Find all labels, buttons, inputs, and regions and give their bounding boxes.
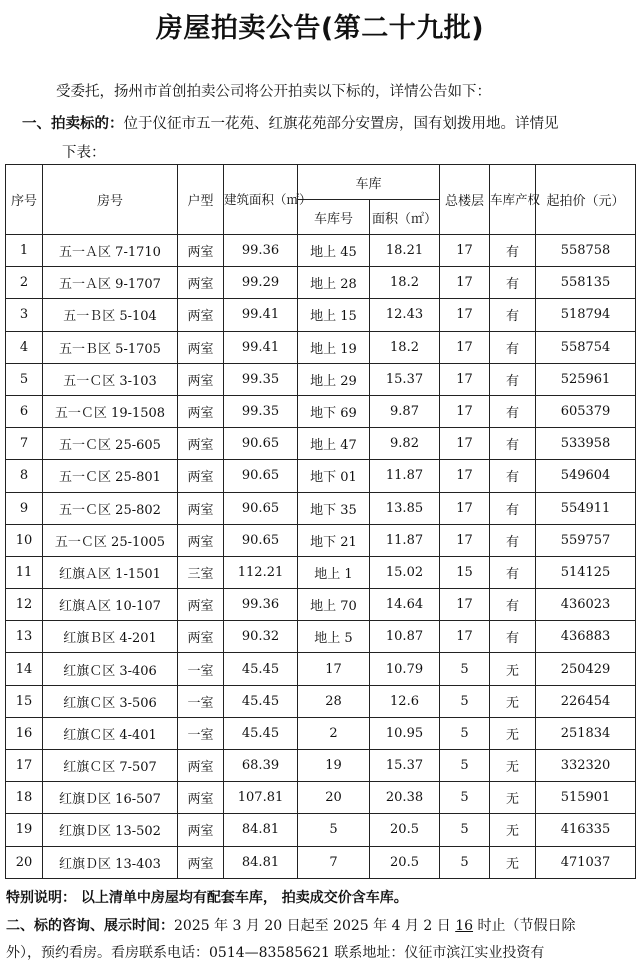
cell-house: 红旗Ｂ区 4-201 xyxy=(43,621,178,653)
cell-floors: 5 xyxy=(440,717,490,749)
cell-rights: 无 xyxy=(490,653,536,685)
table-row xyxy=(6,492,636,524)
cell-area: 90.65 xyxy=(224,524,298,556)
cell-garage-no: 地下 21 xyxy=(298,524,370,556)
section-consultation xyxy=(6,913,636,967)
cell-garage-no: 7 xyxy=(298,846,370,878)
table-row xyxy=(6,235,636,267)
section2-dates-end: 时止（节假日除 xyxy=(473,918,576,934)
cell-floors: 17 xyxy=(440,235,490,267)
cell-garage-area: 12.43 xyxy=(370,299,440,331)
table-row xyxy=(6,750,636,782)
table-row xyxy=(6,621,636,653)
cell-rights: 有 xyxy=(490,363,536,395)
cell-type: 两室 xyxy=(178,492,224,524)
cell-area: 90.65 xyxy=(224,492,298,524)
cell-price: 250429 xyxy=(536,653,636,685)
cell-seq: 8 xyxy=(6,460,43,492)
table-row xyxy=(6,395,636,427)
cell-garage-no: 28 xyxy=(298,685,370,717)
cell-area: 90.65 xyxy=(224,428,298,460)
cell-price: 605379 xyxy=(536,395,636,427)
cell-house: 红旗Ｃ区 4-401 xyxy=(43,717,178,749)
cell-type: 三室 xyxy=(178,556,224,588)
cell-garage-area: 11.87 xyxy=(370,460,440,492)
cell-garage-no: 地上 1 xyxy=(298,556,370,588)
cell-seq: 18 xyxy=(6,782,43,814)
cell-garage-no: 地上 45 xyxy=(298,235,370,267)
cell-type: 一室 xyxy=(178,717,224,749)
table-row xyxy=(6,814,636,846)
table-row xyxy=(6,653,636,685)
section2-dates: 2025 年 3 月 20 日起至 2025 年 4 月 2 日 xyxy=(174,918,456,934)
cell-type: 两室 xyxy=(178,363,224,395)
cell-garage-no: 地上 15 xyxy=(298,299,370,331)
cell-floors: 17 xyxy=(440,621,490,653)
cell-type: 两室 xyxy=(178,846,224,878)
cell-floors: 5 xyxy=(440,814,490,846)
cell-seq: 15 xyxy=(6,685,43,717)
cell-area: 112.21 xyxy=(224,556,298,588)
table-row xyxy=(6,428,636,460)
cell-area: 99.41 xyxy=(224,299,298,331)
cell-house: 红旗Ｄ区 13-502 xyxy=(43,814,178,846)
cell-garage-area: 9.87 xyxy=(370,395,440,427)
table-row xyxy=(6,524,636,556)
cell-house: 五一Ｂ区 5-1705 xyxy=(43,331,178,363)
table-row xyxy=(6,556,636,588)
cell-rights: 无 xyxy=(490,846,536,878)
cell-type: 两室 xyxy=(178,235,224,267)
cell-garage-area: 14.64 xyxy=(370,589,440,621)
table-row xyxy=(6,460,636,492)
cell-floors: 15 xyxy=(440,556,490,588)
cell-rights: 有 xyxy=(490,589,536,621)
table-row xyxy=(6,299,636,331)
cell-garage-no: 地上 47 xyxy=(298,428,370,460)
cell-floors: 17 xyxy=(440,492,490,524)
cell-garage-area: 11.87 xyxy=(370,524,440,556)
cell-seq: 1 xyxy=(6,235,43,267)
cell-floors: 5 xyxy=(440,782,490,814)
cell-rights: 无 xyxy=(490,750,536,782)
cell-garage-no: 地上 5 xyxy=(298,621,370,653)
cell-area: 90.65 xyxy=(224,460,298,492)
section2-contact: 外），预约看房。看房联系电话：0514—83585621 联系地址：仪征市滨江实业投资有 xyxy=(6,945,545,961)
cell-type: 两室 xyxy=(178,299,224,331)
table-row xyxy=(6,589,636,621)
cell-price: 332320 xyxy=(536,750,636,782)
cell-seq: 7 xyxy=(6,428,43,460)
section2-heading: 二、标的咨询、展示时间： xyxy=(6,918,174,934)
header-garage: 车库 xyxy=(298,165,440,200)
cell-floors: 17 xyxy=(440,395,490,427)
cell-garage-area: 10.95 xyxy=(370,717,440,749)
cell-floors: 5 xyxy=(440,653,490,685)
cell-garage-area: 18.2 xyxy=(370,267,440,299)
cell-floors: 17 xyxy=(440,299,490,331)
cell-house: 红旗Ｄ区 16-507 xyxy=(43,782,178,814)
cell-rights: 有 xyxy=(490,235,536,267)
cell-price: 436023 xyxy=(536,589,636,621)
cell-house: 红旗Ａ区 1-1501 xyxy=(43,556,178,588)
cell-price: 549604 xyxy=(536,460,636,492)
cell-garage-area: 15.37 xyxy=(370,750,440,782)
cell-seq: 19 xyxy=(6,814,43,846)
cell-rights: 无 xyxy=(490,685,536,717)
cell-area: 90.32 xyxy=(224,621,298,653)
cell-type: 一室 xyxy=(178,653,224,685)
cell-garage-area: 20.38 xyxy=(370,782,440,814)
cell-house: 五一Ｃ区 3-103 xyxy=(43,363,178,395)
cell-house: 红旗Ｃ区 3-406 xyxy=(43,653,178,685)
cell-floors: 17 xyxy=(440,460,490,492)
section1-text: 位于仪征市五一花苑、红旗花苑部分安置房，国有划拨用地。详情见 xyxy=(123,116,559,132)
table-row xyxy=(6,846,636,878)
cell-area: 84.81 xyxy=(224,846,298,878)
cell-house: 五一Ｃ区 25-802 xyxy=(43,492,178,524)
section1-heading: 一、拍卖标的： xyxy=(22,116,124,132)
cell-garage-no: 2 xyxy=(298,717,370,749)
cell-house: 红旗Ａ区 10-107 xyxy=(43,589,178,621)
page-title: 房屋拍卖公告(第二十九批) xyxy=(155,13,485,44)
cell-price: 436883 xyxy=(536,621,636,653)
header-type: 户型 xyxy=(178,165,224,235)
cell-area: 45.45 xyxy=(224,717,298,749)
cell-floors: 5 xyxy=(440,846,490,878)
cell-floors: 17 xyxy=(440,428,490,460)
cell-price: 559757 xyxy=(536,524,636,556)
table-row xyxy=(6,267,636,299)
cell-type: 两室 xyxy=(178,814,224,846)
table-row xyxy=(6,363,636,395)
cell-garage-no: 地下 35 xyxy=(298,492,370,524)
header-garage-no: 车库号 xyxy=(298,200,370,235)
cell-house: 五一Ａ区 7-1710 xyxy=(43,235,178,267)
cell-price: 558135 xyxy=(536,267,636,299)
cell-rights: 无 xyxy=(490,782,536,814)
cell-floors: 17 xyxy=(440,267,490,299)
cell-garage-area: 13.85 xyxy=(370,492,440,524)
section1-text-continued: 下表： xyxy=(62,145,106,161)
header-house: 房号 xyxy=(43,165,178,235)
cell-garage-no: 20 xyxy=(298,782,370,814)
cell-seq: 20 xyxy=(6,846,43,878)
cell-area: 99.36 xyxy=(224,235,298,267)
cell-type: 两室 xyxy=(178,267,224,299)
cell-house: 红旗Ｃ区 7-507 xyxy=(43,750,178,782)
cell-type: 两室 xyxy=(178,395,224,427)
header-floors: 总楼层 xyxy=(440,165,490,235)
cell-house: 五一Ｃ区 19-1508 xyxy=(43,395,178,427)
auction-table xyxy=(5,164,636,879)
table-row xyxy=(6,782,636,814)
cell-seq: 6 xyxy=(6,395,43,427)
cell-seq: 14 xyxy=(6,653,43,685)
cell-seq: 5 xyxy=(6,363,43,395)
header-price: 起拍价（元） xyxy=(536,165,636,235)
cell-rights: 有 xyxy=(490,299,536,331)
cell-area: 99.35 xyxy=(224,363,298,395)
cell-house: 红旗Ｄ区 13-403 xyxy=(43,846,178,878)
cell-house: 五一Ａ区 9-1707 xyxy=(43,267,178,299)
cell-type: 两室 xyxy=(178,524,224,556)
cell-type: 两室 xyxy=(178,589,224,621)
section2-hour: 16 xyxy=(455,918,474,934)
cell-price: 251834 xyxy=(536,717,636,749)
cell-garage-area: 18.21 xyxy=(370,235,440,267)
cell-price: 514125 xyxy=(536,556,636,588)
cell-floors: 5 xyxy=(440,685,490,717)
cell-floors: 17 xyxy=(440,589,490,621)
cell-price: 525961 xyxy=(536,363,636,395)
cell-garage-area: 20.5 xyxy=(370,846,440,878)
cell-type: 两室 xyxy=(178,460,224,492)
cell-rights: 无 xyxy=(490,717,536,749)
cell-price: 471037 xyxy=(536,846,636,878)
cell-price: 554911 xyxy=(536,492,636,524)
cell-garage-area: 20.5 xyxy=(370,814,440,846)
cell-type: 两室 xyxy=(178,621,224,653)
header-area: 建筑面积（㎡） xyxy=(224,165,298,235)
cell-rights: 有 xyxy=(490,395,536,427)
cell-house: 五一Ｃ区 25-1005 xyxy=(43,524,178,556)
cell-area: 99.36 xyxy=(224,589,298,621)
cell-garage-no: 19 xyxy=(298,750,370,782)
cell-area: 99.29 xyxy=(224,267,298,299)
cell-rights: 有 xyxy=(490,524,536,556)
cell-type: 两室 xyxy=(178,428,224,460)
cell-price: 515901 xyxy=(536,782,636,814)
cell-seq: 9 xyxy=(6,492,43,524)
cell-price: 226454 xyxy=(536,685,636,717)
cell-garage-no: 地下 69 xyxy=(298,395,370,427)
cell-price: 558754 xyxy=(536,331,636,363)
cell-area: 99.35 xyxy=(224,395,298,427)
cell-garage-area: 9.82 xyxy=(370,428,440,460)
cell-area: 99.41 xyxy=(224,331,298,363)
cell-rights: 有 xyxy=(490,556,536,588)
cell-garage-area: 15.02 xyxy=(370,556,440,588)
cell-seq: 12 xyxy=(6,589,43,621)
cell-area: 68.39 xyxy=(224,750,298,782)
cell-garage-no: 地上 28 xyxy=(298,267,370,299)
cell-rights: 有 xyxy=(490,460,536,492)
cell-house: 五一Ｂ区 5-104 xyxy=(43,299,178,331)
cell-area: 45.45 xyxy=(224,685,298,717)
cell-price: 558758 xyxy=(536,235,636,267)
cell-seq: 16 xyxy=(6,717,43,749)
cell-seq: 2 xyxy=(6,267,43,299)
cell-floors: 5 xyxy=(440,750,490,782)
cell-house: 五一Ｃ区 25-801 xyxy=(43,460,178,492)
cell-rights: 无 xyxy=(490,814,536,846)
cell-garage-no: 地上 19 xyxy=(298,331,370,363)
cell-seq: 11 xyxy=(6,556,43,588)
cell-rights: 有 xyxy=(490,331,536,363)
cell-price: 533958 xyxy=(536,428,636,460)
cell-area: 84.81 xyxy=(224,814,298,846)
cell-garage-area: 12.6 xyxy=(370,685,440,717)
cell-house: 红旗Ｃ区 3-506 xyxy=(43,685,178,717)
cell-garage-no: 17 xyxy=(298,653,370,685)
cell-garage-no: 地上 29 xyxy=(298,363,370,395)
table-row xyxy=(6,717,636,749)
cell-type: 两室 xyxy=(178,331,224,363)
cell-garage-area: 10.87 xyxy=(370,621,440,653)
cell-garage-area: 15.37 xyxy=(370,363,440,395)
cell-type: 一室 xyxy=(178,685,224,717)
cell-garage-area: 18.2 xyxy=(370,331,440,363)
table-row xyxy=(6,685,636,717)
cell-rights: 有 xyxy=(490,492,536,524)
cell-floors: 17 xyxy=(440,331,490,363)
cell-seq: 4 xyxy=(6,331,43,363)
cell-rights: 有 xyxy=(490,621,536,653)
cell-area: 107.81 xyxy=(224,782,298,814)
header-seq: 序号 xyxy=(6,165,43,235)
cell-price: 416335 xyxy=(536,814,636,846)
cell-garage-no: 地上 70 xyxy=(298,589,370,621)
cell-rights: 有 xyxy=(490,267,536,299)
cell-area: 45.45 xyxy=(224,653,298,685)
cell-floors: 17 xyxy=(440,524,490,556)
cell-type: 两室 xyxy=(178,750,224,782)
cell-seq: 10 xyxy=(6,524,43,556)
cell-rights: 有 xyxy=(490,428,536,460)
cell-seq: 17 xyxy=(6,750,43,782)
table-row xyxy=(6,331,636,363)
header-rights: 车库产权 xyxy=(490,165,536,235)
cell-garage-no: 地下 01 xyxy=(298,460,370,492)
cell-seq: 13 xyxy=(6,621,43,653)
cell-house: 五一Ｃ区 25-605 xyxy=(43,428,178,460)
cell-seq: 3 xyxy=(6,299,43,331)
cell-garage-area: 10.79 xyxy=(370,653,440,685)
cell-price: 518794 xyxy=(536,299,636,331)
section-auction-subject xyxy=(22,110,634,168)
cell-garage-no: 5 xyxy=(298,814,370,846)
cell-type: 两室 xyxy=(178,782,224,814)
intro-paragraph: 受委托，扬州市首创拍卖公司将公开拍卖以下标的，详情公告如下： xyxy=(56,84,491,100)
cell-floors: 17 xyxy=(440,363,490,395)
special-note: 特别说明： 以上清单中房屋均有配套车库， 拍卖成交价含车库。 xyxy=(6,890,408,906)
header-garage-area: 面积（㎡） xyxy=(370,200,440,235)
